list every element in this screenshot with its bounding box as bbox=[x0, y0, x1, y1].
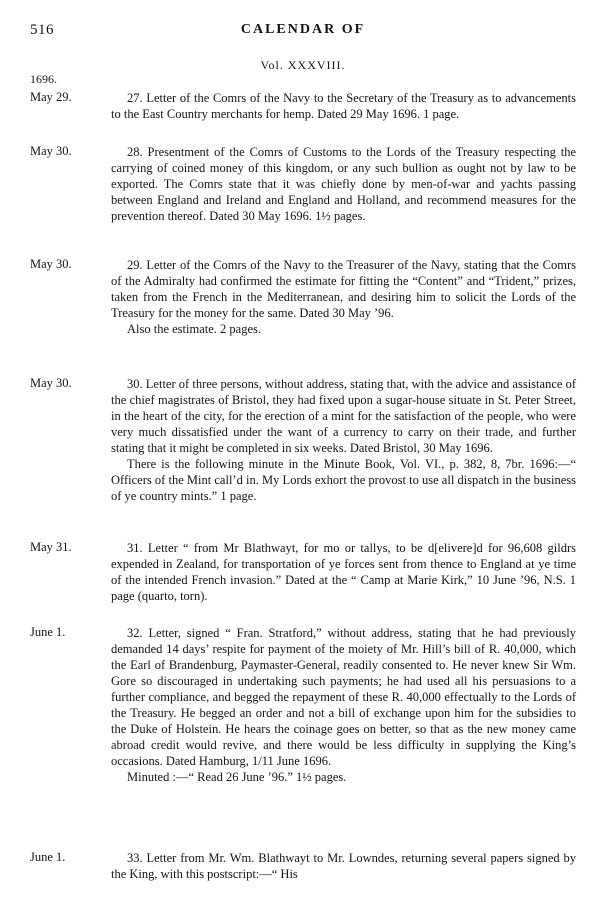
entry-text: 32. Letter, signed “ Fran. Stratford,” without address, stating that he had previously demanded 14 days’ respite for payment of the moiety of Mr. Hill’s bill of R. 40,000, which the Earl of Brandenburg, Paymaster-General, readily consented to. He never knew Sir Wm. Gore so discouraged in undertaking such payments; he had used all his persuasions to a further compliance, and begged the repayment of these R. 40,000 effectually to the Lords of the Treasury. He begged an order and not a bill of exchange upon him for the subsidies to the Duke of Holstein. He hears the coinage goes on better, so that as the new money came abroad credit would revive, and there would be less difficulty in supplying the King’s occasions. Dated Hamburg, 1/11 June 1696. bbox=[111, 626, 576, 768]
entry-note: There is the following minute in the Minute Book, Vol. VI., p. 382, 8, 7br. 1696:—“ Officers of the Mint call’d in. My Lords exhort the provost to use all dispatch in the business of ye country mints.” 1 page. bbox=[111, 457, 576, 503]
calendar-entry bbox=[30, 850, 576, 882]
calendar-entry bbox=[30, 376, 576, 504]
calendar-entry bbox=[30, 625, 576, 785]
calendar-entry bbox=[30, 144, 576, 224]
entry-text: 29. Letter of the Comrs of the Navy to the Treasurer of the Navy, stating that the Comrs of the Admiralty had confirmed the estimate for fitting the “Content” and “Trident,” prizes, taken from the French in the Mediterranean, and desiring him to solicit the Lords of the Treasury for the money for the same. Dated 30 May ’96. bbox=[111, 258, 576, 320]
entry-text: 33. Letter from Mr. Wm. Blathwayt to Mr. Lowndes, returning several papers signed by the King, with this postscript:—“ His bbox=[111, 851, 576, 881]
calendar-entry bbox=[30, 540, 576, 604]
entry-note: Minuted :—“ Read 26 June ’96.” 1½ pages. bbox=[127, 770, 347, 784]
entry-text: 27. Letter of the Comrs of the Navy to the Secretary of the Treasury as to advancements to the East Country merchants for hemp. Dated 29 May 1696. 1 page. bbox=[111, 91, 576, 121]
entry-date: May 30. bbox=[30, 376, 72, 390]
entry-date: May 29. bbox=[30, 90, 72, 104]
calendar-entry bbox=[30, 90, 576, 122]
entry-date: June 1. bbox=[30, 625, 66, 639]
entry-text: 30. Letter of three persons, without address, stating that, with the advice and assistance of the chief magistrates of Bristol, they had fixed upon a sugar-house situate in St. Peter Street, in the heart of the city, for the erection of a mint for the satisfaction of the people, who were very much dissatisfied under the want of a currency to carry on their trade, and further stating that it might be completed in six weeks. Dated Bristol, 30 May 1696. bbox=[111, 377, 576, 455]
entry-date: May 31. bbox=[30, 540, 72, 554]
volume-heading: Vol. XXXVIII. bbox=[260, 58, 346, 72]
entry-note: Also the estimate. 2 pages. bbox=[127, 322, 261, 336]
entry-date: June 1. bbox=[30, 850, 66, 864]
entry-text: 31. Letter “ from Mr Blathwayt, for mo or tallys, to be d[elivere]d for 96,608 gildrs expended in Zealand, for transportation of ye forces sent from thence to England at ye time of the intended French invasion.” Dated at the “ Camp at Marie Kirk,” 10 June ’96, N.S. 1 page (quarto, torn). bbox=[111, 541, 576, 603]
year-label: 1696. bbox=[30, 72, 57, 86]
calendar-entry bbox=[30, 257, 576, 337]
entry-text: 28. Presentment of the Comrs of Customs to the Lords of the Treasury respecting the carrying of coined money of this kingdom, or any such bullion as ought not by law to be exported. The Comrs state that it was chiefly done by men-of-war and yachts passing between England and Ireland and England and Holland, and recommend measures for the prevention thereof. Dated 30 May 1696. 1½ pages. bbox=[111, 145, 576, 223]
entry-date: May 30. bbox=[30, 257, 72, 271]
page-number: 516 bbox=[30, 22, 54, 38]
entry-date: May 30. bbox=[30, 144, 72, 158]
running-head: CALENDAR OF bbox=[240, 22, 366, 37]
